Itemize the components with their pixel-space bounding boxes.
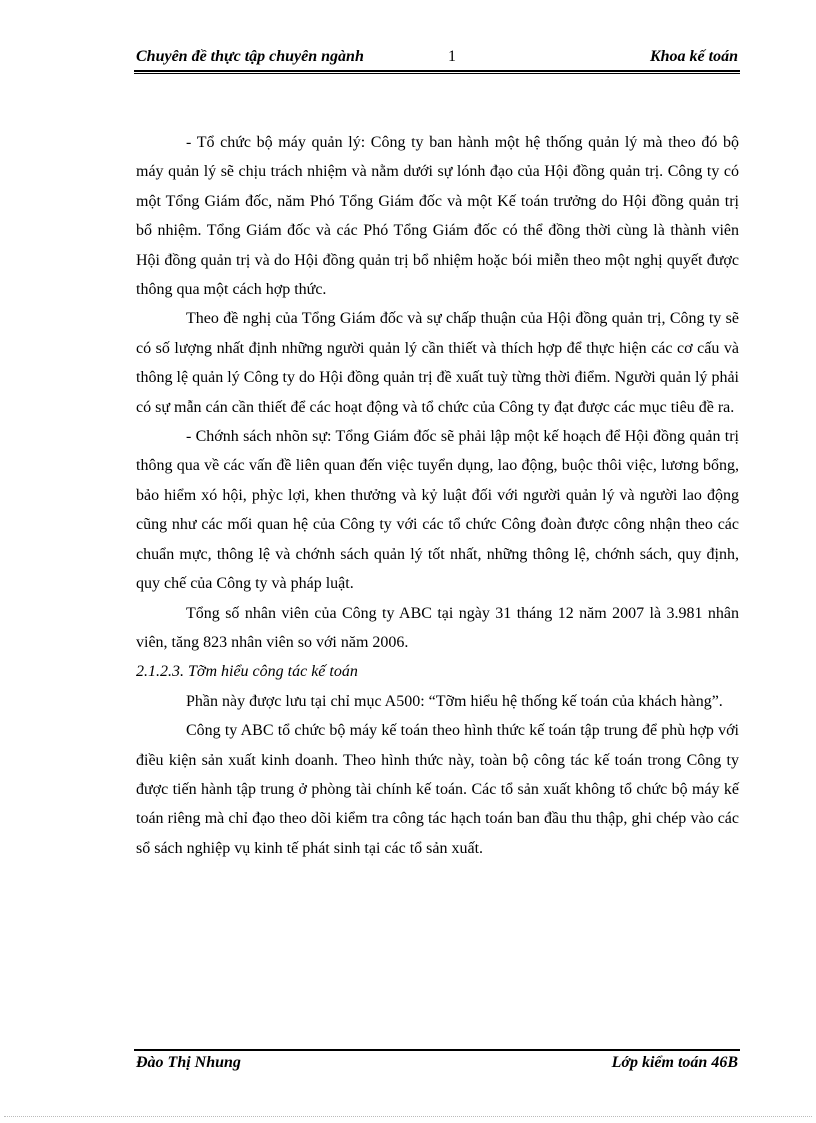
page-bottom-border <box>4 1116 812 1117</box>
document-body <box>136 128 739 863</box>
header-title: Chuyên đề thực tập chuyên ngành <box>136 48 364 65</box>
paragraph-accounting-organization: Công ty ABC tổ chức bộ máy kế toán theo hình thức kế toán tập trung để phù hợp với điều kiện sản xuất kinh doanh. Theo hình thức này, toàn bộ công tác kế toán trong Công ty được tiến hành tập trung ở phòng tài chính kế toán. Các tổ sản xuất không tổ chức bộ máy kế toán riêng mà chỉ đạo theo dõi kiểm tra công tác hạch toán ban đầu thu thập, ghi chép vào các sổ sách nghiệp vụ kinh tế phát sinh tại các tổ sản xuất. <box>136 722 739 857</box>
paragraph-hr-policy: - Chớnh sách nhõn sự: Tổng Giám đốc sẽ phải lập một kế hoạch để Hội đồng quản trị thông qua về các vấn đề liên quan đến việc tuyển dụng, lao động, buộc thôi việc, lương bổng, bảo hiểm xó hội, phỳc lợi, khen thưởng và kỷ luật đối với người quản lý và người lao động cũng như các mối quan hệ của Công ty với các tổ chức Công đoàn được công nhận theo các chuẩn mực, thông lệ và chớnh sách quản lý tốt nhất, những thông lệ, chớnh sách, quy định, quy chế của Công ty và pháp luật. <box>136 428 739 593</box>
header-rule <box>134 70 740 74</box>
footer-class: Lớp kiểm toán 46B <box>611 1054 738 1071</box>
paragraph-staff-count: Tổng số nhân viên của Công ty ABC tại ngày 31 tháng 12 năm 2007 là 3.981 nhân viên, tăng 823 nhân viên so với năm 2006. <box>136 604 739 651</box>
footer-author: Đào Thị Nhung <box>136 1054 241 1071</box>
paragraph-index-ref: Phần này được lưu tại chỉ mục A500: “Tỡm hiểu hệ thống kế toán của khách hàng”. <box>186 692 723 710</box>
page-header <box>136 48 738 70</box>
header-department: Khoa kế toán <box>649 48 738 65</box>
paragraph-managers: Theo đề nghị của Tổng Giám đốc và sự chấp thuận của Hội đồng quản trị, Công ty sẽ có số lượng nhất định những người quản lý cần thiết và thích hợp để thực hiện các cơ cấu và thông lệ quản lý Công ty do Hội đồng quản trị đề xuất tuỳ từng thời điểm. Người quản lý phải có sự mẫn cán cần thiết để các hoạt động và tổ chức của Công ty đạt được các mục tiêu đề ra. <box>136 310 739 416</box>
paragraph-management-structure: - Tổ chức bộ máy quản lý: Công ty ban hành một hệ thống quản lý mà theo đó bộ máy quản lý sẽ chịu trách nhiệm và nằm dưới sự lónh đạo của Hội đồng quản trị. Công ty có một Tổng Giám đốc, năm Phó Tổng Giám đốc và một Kế toán trưởng do Hội đồng quản trị bổ nhiệm. Tổng Giám đốc và các Phó Tổng Giám đốc có thể đồng thời cùng là thành viên Hội đồng quản trị và do Hội đồng quản trị bổ nhiệm hoặc bói miễn theo một nghị quyết được thông qua một cách hợp thức. <box>136 134 739 299</box>
page-footer <box>136 1054 738 1076</box>
page-number: 1 <box>448 48 456 65</box>
section-heading: 2.1.2.3. Tỡm hiểu công tác kế toán <box>136 663 358 681</box>
footer-rule <box>134 1049 740 1051</box>
